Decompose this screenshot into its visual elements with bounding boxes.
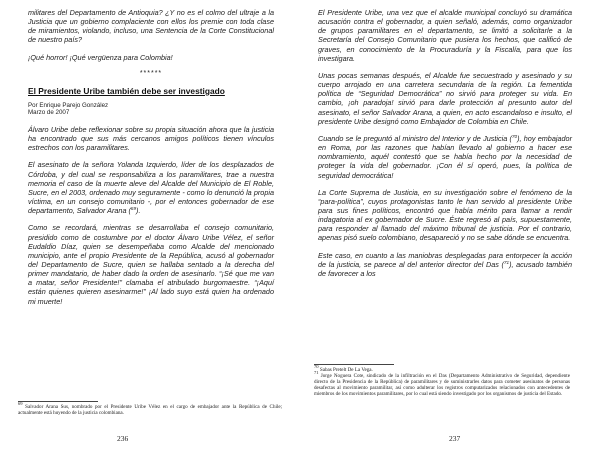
left-text-column bbox=[28, 8, 274, 314]
article-date: Marzo de 2007 bbox=[28, 109, 70, 117]
footnote-71-text: Jorge Noguera Cote, sindicado de la infiltración en el Das (Departamento Administrativo de Seguridad, dependiente directo de la Presidencia de la República) de paramilitares y de suministrarles datos para cometer asesinatos de personas desafectas al movimiento paramilitar, así como adulterar los registros computarizados relacionados con antecedentes de miembros de los movimientos paramilitares, por lo cual está siendo investigado por los organismos de justicia del Estado. bbox=[314, 373, 570, 398]
left-paragraph-2: ¡Qué horror! ¡Qué vergüenza para Colombia! bbox=[28, 52, 173, 62]
right-text-column bbox=[318, 8, 572, 286]
footnote-ref-70[interactable]: 70 bbox=[511, 133, 518, 139]
left-paragraph-4-end: ). bbox=[136, 206, 141, 216]
left-paragraph-5: Como se recordará, mientras se desarrollaba el consejo comunitario, presidido como de costumbre por el doctor Álvaro Uribe Vélez, el señor Eudaldio Díaz, quien se desempeñaba como Alcalde del mencionado municipio, ante el propio Presidente de la República, acusó al gobernador del Departamento de Sucre, quien se hallaba sentado a la derecha del primer mandatario, de haber dado la orden de asesinarlo. “¡Sé que me van a matar, señor Presidente!” clamaba el atribulado burgomaestre. “¡Aquí están quienes quieren asesinarme!” ¡Al lado suyo está quien ha ordenado mi muerte! bbox=[28, 223, 274, 306]
right-paragraph-2: Unas pocas semanas después, el Alcalde fue secuestrado y asesinado y su cuerpo arrojado en una carretera secundaria de la región. La fementida política de “Seguridad Democrática” no sirvió para proteger su vida. En cambio, ¡oh paradoja! sirvió para darle protección al presunto autor del asesinato, el señor Salvador Arana, a quien, en acto escandaloso e insulto, el presidente Uribe designó como Embajador de Colombia en Chile. bbox=[318, 70, 572, 126]
footnote-70-number: 70 bbox=[314, 364, 319, 369]
right-paragraph-1: El Presidente Uribe, una vez que el alcalde municipal concluyó su dramática acusación contra el gobernador, a quien señaló, además, como organizador de grupos paramilitares en el departamento, se limitó a solicitarle a la Secretaría del Consejo Comunitario que pusiera los hechos, que calificó de graves, en conocimiento de la Procuraduría y la Fiscalía, para que los investigara. bbox=[318, 8, 572, 63]
left-paragraph-4 bbox=[28, 160, 274, 215]
left-paragraph-1: militares del Departamento de Antioquia? ¿Y no es el colmo del ultraje a la Justicia que un gobierno complaciente con ellos los premie con toda clase de miramientos, violando, incluso, una Sentencia de la Corte Constitucional de nuestro país? bbox=[28, 8, 274, 45]
footnote-71-number: 71 bbox=[314, 370, 319, 376]
section-separator: ****** bbox=[139, 69, 163, 77]
footnote-ref-69[interactable]: 69 bbox=[130, 206, 137, 212]
footnote-69-text: Salvador Arana Sus, nombrado por el Presidente Uribe Vélez en el cargo de embajador ante la República de Chile; actualmente está huyendo de la justicia colombiana. bbox=[18, 404, 283, 417]
right-paragraph-5 bbox=[318, 251, 572, 278]
right-paragraph-4: La Corte Suprema de Justicia, en su investigación sobre el fenómeno de la “para-política”, cuyos protagonistas tanto le han servido al presidente Uribe para sus fines políticos, encontró que había mérito para llamar a rendir indagatoria al ex gobernador de Sucre. Éste regresó al país, supuestamente, para responder al llamado del máximo tribunal de justicia. Por el contrario, apenas pisó suelo colombiano, desapareció y no se sabe dónde se encuentra. bbox=[318, 187, 572, 243]
right-footnotes bbox=[314, 364, 570, 398]
footnote-70-text: Sabas Pretelt De La Vega. bbox=[319, 367, 373, 373]
right-paragraph-3 bbox=[318, 134, 572, 180]
left-paragraph-4-text: El asesinato de la señora Yolanda Izquierdo, líder de los desplazados de Córdoba, y del cual se responsabiliza a los paramilitares, trae a nuestra memoria el caso de la muerte aleve del Alcalde del Municipio de El Roble, Sucre, en el 2003, ordenado muy seguramente - como lo denunció la propia víctima, en un consejo comunitario -, por el entonces gobernador de ese departamento, Salvador Arana ( bbox=[28, 160, 274, 216]
right-paragraph-3-text: Cuando se le preguntó al ministro del Interior y de Justicia ( bbox=[318, 133, 512, 143]
right-paragraph-3-end: ), hoy embajador en Roma, por las razones que habían llevado al gobierno a hacer ese nombramiento, aquél contestó que se había hecho por la necesidad de proteger la vida del gobernador. ¡Con él sí operó, pues, la política de seguridad democrática! bbox=[318, 133, 572, 180]
left-page-number: 236 bbox=[117, 434, 129, 443]
footnote-69-number: 69 bbox=[18, 401, 23, 406]
section-title: El Presidente Uribe también debe ser investigado bbox=[28, 85, 225, 96]
left-footnote-rule bbox=[18, 401, 98, 402]
article-author: Por Enrique Parejo González bbox=[28, 101, 109, 109]
footnote-69 bbox=[18, 401, 283, 417]
right-footnote-rule bbox=[314, 364, 394, 365]
right-page-number: 237 bbox=[449, 434, 461, 443]
footnote-ref-71[interactable]: 71 bbox=[503, 259, 510, 265]
left-paragraph-3: Álvaro Uribe debe reflexionar sobre su propia situación ahora que la justicia ha encontrado que sus más cercanos amigos políticos tienen vínculos estrechos con los paramilitares. bbox=[28, 124, 274, 153]
right-paragraph-5-end: ), acusado también de favorecer a los bbox=[318, 259, 572, 278]
right-paragraph-5-text: Este caso, en cuanto a las maniobras desplegadas para entorpecer la acción de la justicia, se parece al del anterior director del Das ( bbox=[318, 250, 572, 269]
